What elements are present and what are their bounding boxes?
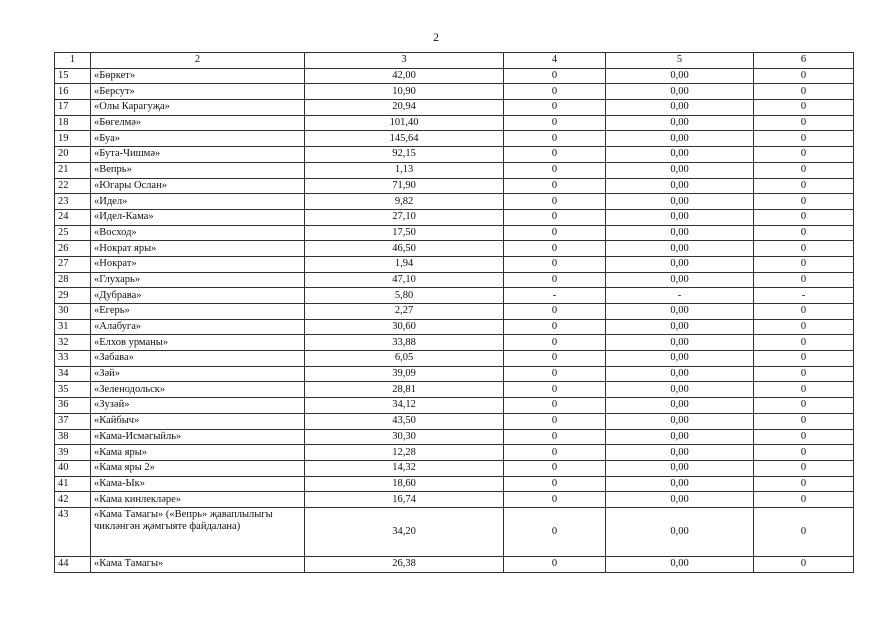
row-number-cell: 29 [55,288,91,304]
value-cell: 145,64 [305,131,504,147]
value-cell: 0,00 [606,429,754,445]
value-cell: 0 [504,351,606,367]
row-number-cell: 44 [55,556,91,572]
value-cell: - [606,288,754,304]
value-cell: 0 [754,556,854,572]
value-cell: 18,60 [305,476,504,492]
value-cell: 0 [754,178,854,194]
value-cell: 0 [504,556,606,572]
table-row [55,507,854,556]
row-number-cell: 40 [55,460,91,476]
column-header: 1 [55,53,91,69]
row-number-cell: 33 [55,351,91,367]
value-cell: 0,00 [606,225,754,241]
value-cell: 0 [754,162,854,178]
value-cell: 0 [754,131,854,147]
name-cell: «Егерь» [91,304,305,320]
value-cell: 43,50 [305,413,504,429]
table-row [55,382,854,398]
value-cell: 0,00 [606,256,754,272]
name-cell: «Зеленодольск» [91,382,305,398]
value-cell: 0,00 [606,445,754,461]
value-cell: 0 [754,382,854,398]
value-cell: 0 [504,366,606,382]
name-cell: «Нократ» [91,256,305,272]
table-row [55,288,854,304]
value-cell: 0 [754,429,854,445]
name-cell: «Берсут» [91,84,305,100]
name-cell: «Кайбыч» [91,413,305,429]
table-row [55,556,854,572]
value-cell: 0 [754,115,854,131]
value-cell: 0,00 [606,147,754,163]
value-cell: 0 [504,492,606,508]
value-cell: 0 [754,147,854,163]
table-row [55,335,854,351]
table-row [55,209,854,225]
row-number-cell: 39 [55,445,91,461]
name-cell: «Бута-Чишмә» [91,147,305,163]
value-cell: 42,00 [305,68,504,84]
table-row [55,429,854,445]
value-cell: 0 [504,131,606,147]
value-cell: 0 [504,398,606,414]
value-cell: 0,00 [606,398,754,414]
value-cell: 10,90 [305,84,504,100]
value-cell: 12,28 [305,445,504,461]
value-cell: 0 [754,272,854,288]
value-cell: 0,00 [606,460,754,476]
name-cell: «Кама Тамагы» [91,556,305,572]
value-cell: 0 [504,162,606,178]
value-cell: 46,50 [305,241,504,257]
row-number-cell: 23 [55,194,91,210]
name-cell: «Забава» [91,351,305,367]
value-cell: 0 [754,460,854,476]
table-row [55,476,854,492]
table-row [55,460,854,476]
row-number-cell: 26 [55,241,91,257]
row-number-cell: 31 [55,319,91,335]
value-cell: 30,30 [305,429,504,445]
column-header: 5 [606,53,754,69]
name-cell: «Кама-Исмәгыйль» [91,429,305,445]
table-row [55,272,854,288]
value-cell: 0 [504,68,606,84]
name-cell: «Зәй» [91,366,305,382]
table-row [55,100,854,116]
value-cell: 0,00 [606,507,754,556]
value-cell: 71,90 [305,178,504,194]
value-cell: 0,00 [606,68,754,84]
table-row [55,225,854,241]
value-cell: - [754,288,854,304]
value-cell: 0 [504,100,606,116]
value-cell: 0 [754,413,854,429]
value-cell: 0 [504,241,606,257]
row-number-cell: 24 [55,209,91,225]
value-cell: 0,00 [606,84,754,100]
row-number-cell: 25 [55,225,91,241]
name-cell: «Кама Тамагы» («Вепрь» җаваплылыгы чикләнгән җәмгыяте файдалана) [91,507,305,556]
table-row [55,351,854,367]
value-cell: 0,00 [606,194,754,210]
value-cell: 0,00 [606,100,754,116]
name-cell: «Кама яры» [91,445,305,461]
row-number-cell: 17 [55,100,91,116]
value-cell: 0,00 [606,335,754,351]
row-number-cell: 43 [55,507,91,556]
row-number-cell: 32 [55,335,91,351]
value-cell: 0 [504,272,606,288]
value-cell: 47,10 [305,272,504,288]
value-cell: 0 [754,319,854,335]
value-cell: 0,00 [606,131,754,147]
value-cell: 0 [754,351,854,367]
table-row [55,178,854,194]
value-cell: 1,13 [305,162,504,178]
value-cell: 0 [754,209,854,225]
name-cell: «Идел-Кама» [91,209,305,225]
row-number-cell: 18 [55,115,91,131]
name-cell: «Буа» [91,131,305,147]
row-number-cell: 21 [55,162,91,178]
value-cell: - [504,288,606,304]
table-row [55,162,854,178]
value-cell: 0 [754,225,854,241]
value-cell: 30,60 [305,319,504,335]
value-cell: 1,94 [305,256,504,272]
name-cell: «Дубрава» [91,288,305,304]
row-number-cell: 34 [55,366,91,382]
column-header: 2 [91,53,305,69]
value-cell: 0 [754,304,854,320]
value-cell: 0,00 [606,492,754,508]
table-row [55,241,854,257]
value-cell: 0,00 [606,115,754,131]
name-cell: «Кама кинлекләре» [91,492,305,508]
name-cell: «Кама-Ык» [91,476,305,492]
value-cell: 0 [504,429,606,445]
value-cell: 0,00 [606,319,754,335]
value-cell: 16,74 [305,492,504,508]
value-cell: 0,00 [606,241,754,257]
value-cell: 39,09 [305,366,504,382]
value-cell: 20,94 [305,100,504,116]
value-cell: 0,00 [606,366,754,382]
value-cell: 101,40 [305,115,504,131]
value-cell: 0,00 [606,272,754,288]
column-header: 4 [504,53,606,69]
name-cell: «Олы Карагуҗа» [91,100,305,116]
value-cell: 33,88 [305,335,504,351]
value-cell: 14,32 [305,460,504,476]
value-cell: 0 [754,100,854,116]
value-cell: 0 [504,84,606,100]
name-cell: «Вепрь» [91,162,305,178]
header-row [55,53,854,69]
table-row [55,115,854,131]
row-number-cell: 37 [55,413,91,429]
value-cell: 0 [504,476,606,492]
value-cell: 0,00 [606,178,754,194]
value-cell: 0 [504,319,606,335]
row-number-cell: 27 [55,256,91,272]
value-cell: 0,00 [606,413,754,429]
value-cell: 0,00 [606,556,754,572]
value-cell: 27,10 [305,209,504,225]
value-cell: 0 [504,507,606,556]
name-cell: «Бөркет» [91,68,305,84]
value-cell: 92,15 [305,147,504,163]
value-cell: 0,00 [606,351,754,367]
row-number-cell: 36 [55,398,91,414]
value-cell: 0 [504,413,606,429]
table-row [55,256,854,272]
name-cell: «Алабуга» [91,319,305,335]
value-cell: 0,00 [606,476,754,492]
value-cell: 9,82 [305,194,504,210]
value-cell: 0,00 [606,382,754,398]
value-cell: 5,80 [305,288,504,304]
value-cell: 0 [504,194,606,210]
row-number-cell: 22 [55,178,91,194]
row-number-cell: 28 [55,272,91,288]
value-cell: 0 [504,382,606,398]
row-number-cell: 30 [55,304,91,320]
name-cell: «Нократ яры» [91,241,305,257]
value-cell: 0 [754,366,854,382]
row-number-cell: 20 [55,147,91,163]
row-number-cell: 35 [55,382,91,398]
value-cell: 2,27 [305,304,504,320]
value-cell: 34,20 [305,507,504,556]
value-cell: 0 [754,335,854,351]
value-cell: 0 [754,398,854,414]
name-cell: «Глухарь» [91,272,305,288]
table-row [55,304,854,320]
column-header: 6 [754,53,854,69]
page-number: 2 [433,30,439,44]
value-cell: 0 [754,241,854,257]
table-row [55,413,854,429]
table-row [55,445,854,461]
column-header: 3 [305,53,504,69]
value-cell: 0 [504,115,606,131]
table-row [55,68,854,84]
value-cell: 0 [504,178,606,194]
table-row [55,398,854,414]
value-cell: 34,12 [305,398,504,414]
value-cell: 0 [754,84,854,100]
value-cell: 0 [504,335,606,351]
name-cell: «Зузәй» [91,398,305,414]
value-cell: 0 [754,492,854,508]
row-number-cell: 41 [55,476,91,492]
row-number-cell: 19 [55,131,91,147]
value-cell: 0,00 [606,209,754,225]
value-cell: 0 [754,445,854,461]
name-cell: «Елхов урманы» [91,335,305,351]
table-row [55,84,854,100]
value-cell: 0 [504,445,606,461]
value-cell: 0 [754,507,854,556]
value-cell: 0 [504,460,606,476]
value-cell: 0 [754,194,854,210]
value-cell: 0 [504,256,606,272]
table-row [55,366,854,382]
row-number-cell: 16 [55,84,91,100]
value-cell: 28,81 [305,382,504,398]
table-row [55,131,854,147]
value-cell: 26,38 [305,556,504,572]
data-table [54,52,854,573]
value-cell: 0 [754,68,854,84]
value-cell: 0 [754,476,854,492]
name-cell: «Идел» [91,194,305,210]
name-cell: «Бөгелмә» [91,115,305,131]
table-row [55,492,854,508]
table-row [55,147,854,163]
name-cell: «Восход» [91,225,305,241]
value-cell: 0 [504,147,606,163]
row-number-cell: 38 [55,429,91,445]
value-cell: 0,00 [606,162,754,178]
value-cell: 0 [754,256,854,272]
value-cell: 0 [504,209,606,225]
table-row [55,319,854,335]
name-cell: «Югары Ослан» [91,178,305,194]
table-row [55,194,854,210]
value-cell: 6,05 [305,351,504,367]
name-cell: «Кама яры 2» [91,460,305,476]
value-cell: 17,50 [305,225,504,241]
value-cell: 0,00 [606,304,754,320]
row-number-cell: 15 [55,68,91,84]
value-cell: 0 [504,304,606,320]
value-cell: 0 [504,225,606,241]
row-number-cell: 42 [55,492,91,508]
